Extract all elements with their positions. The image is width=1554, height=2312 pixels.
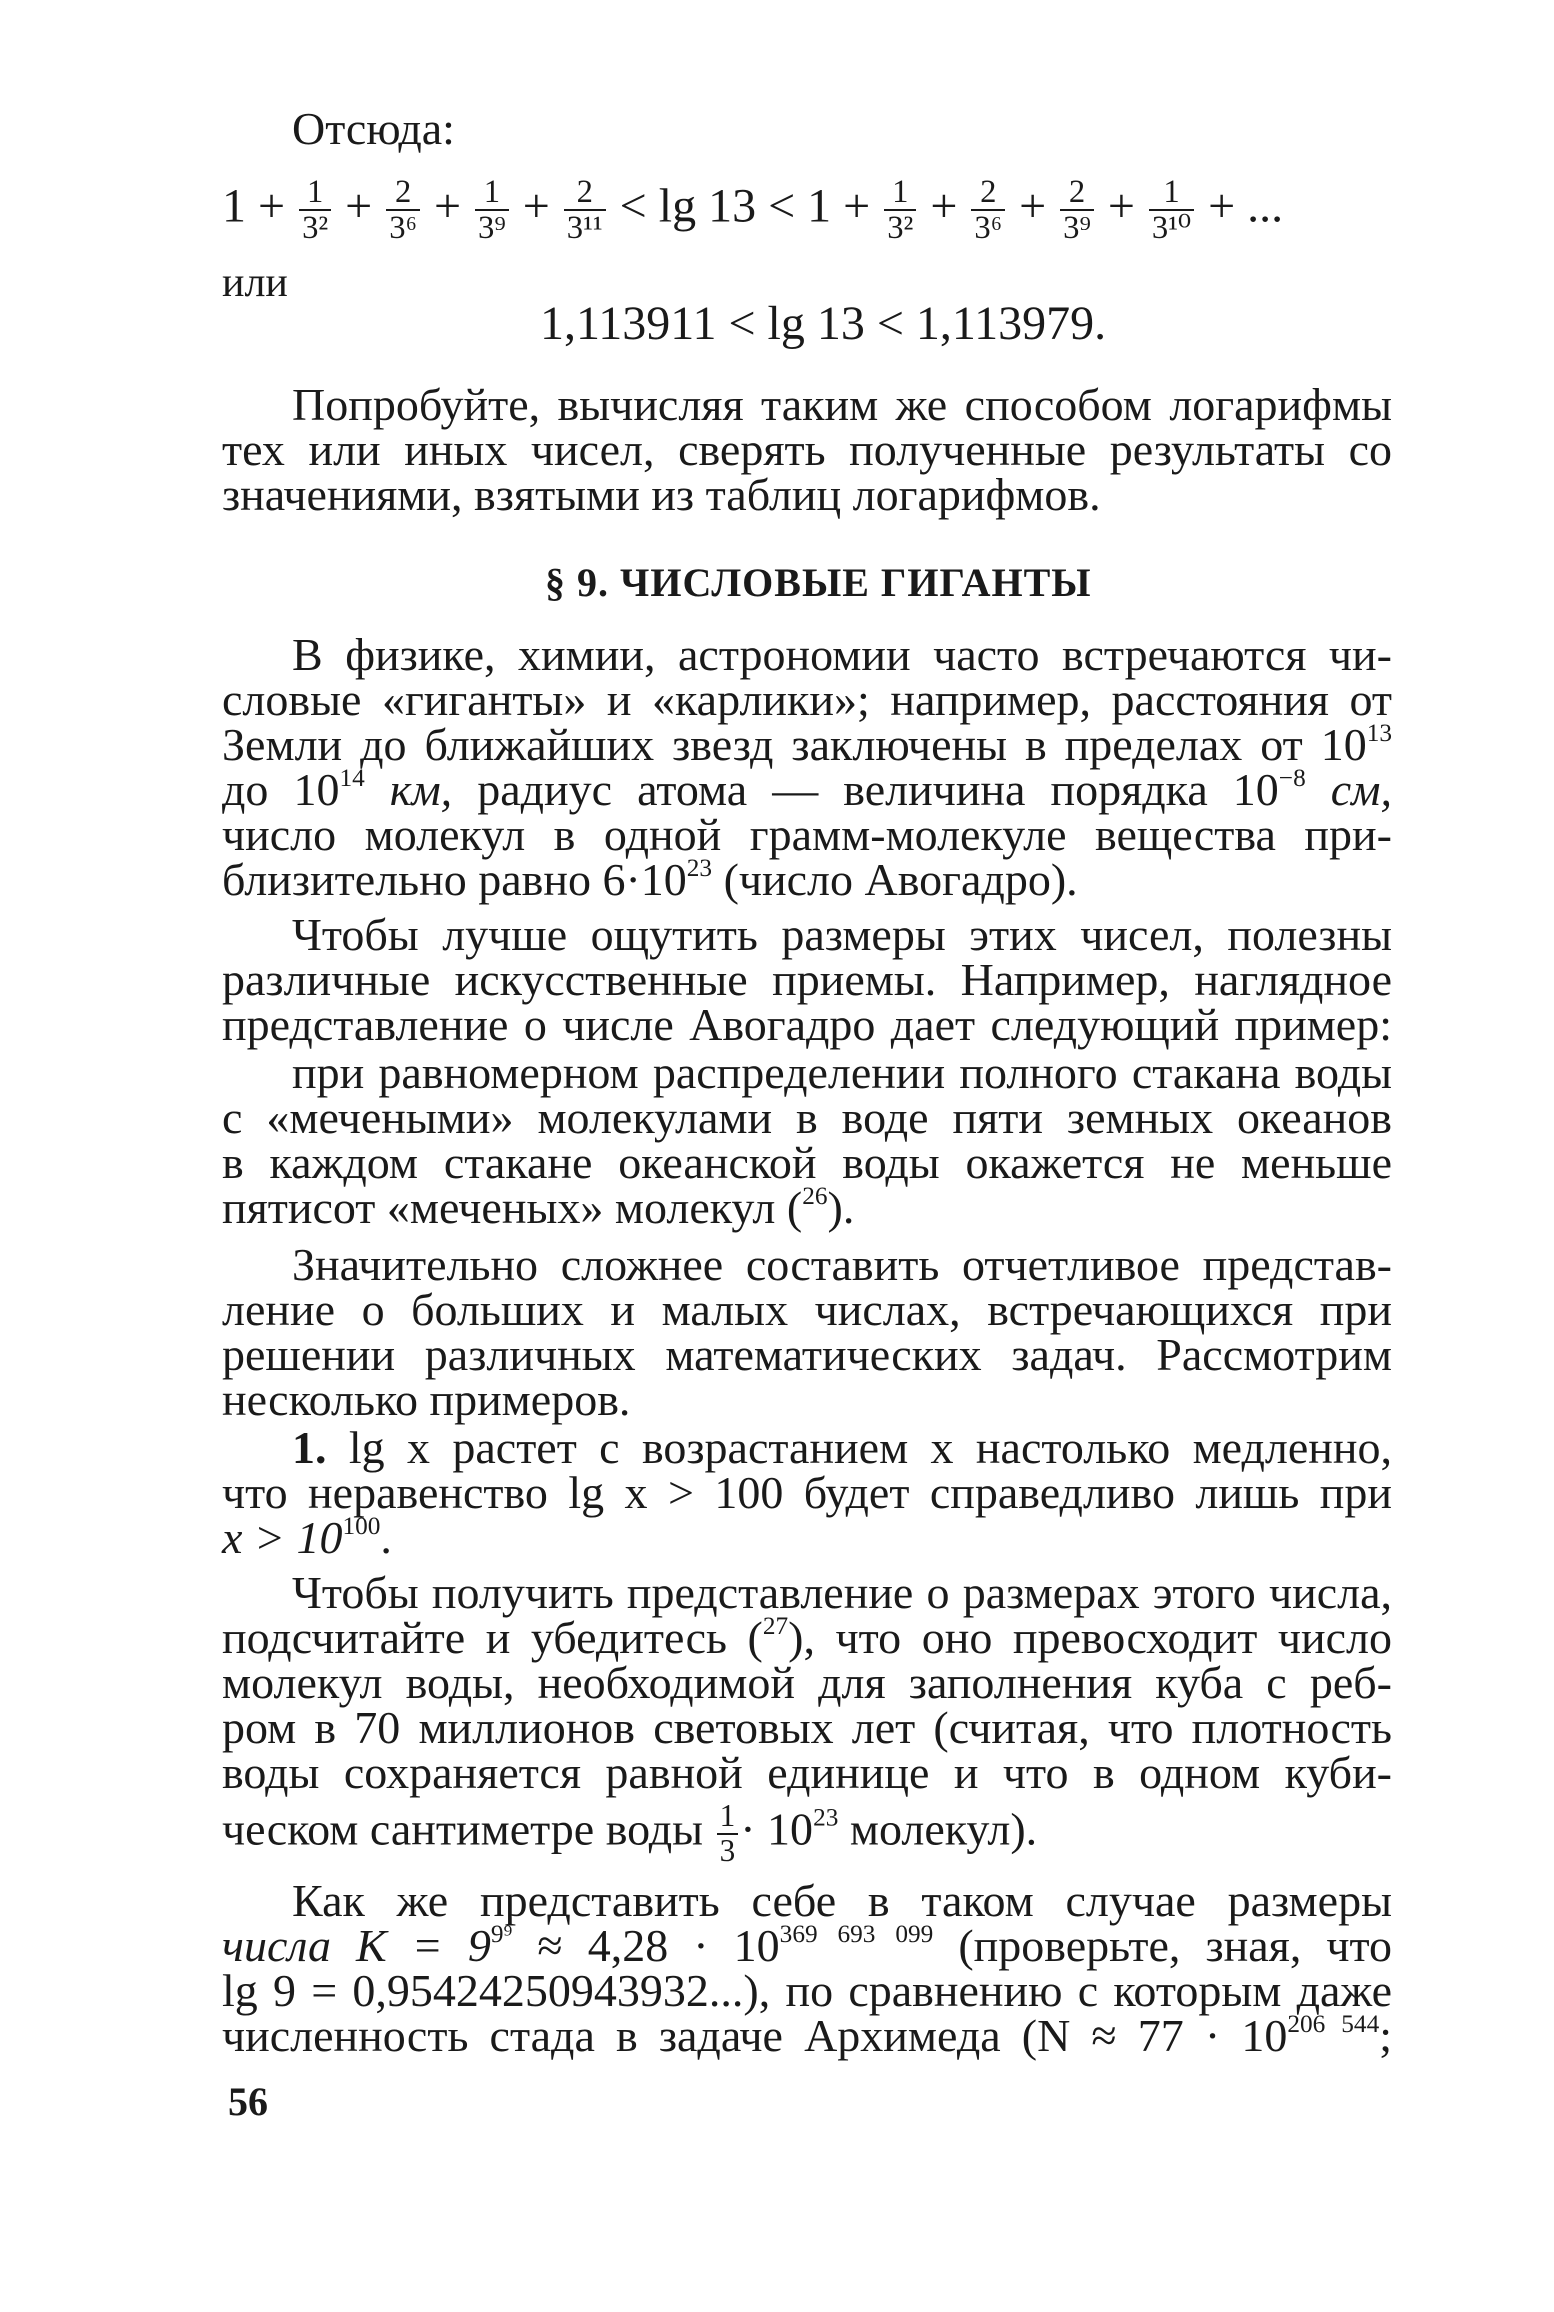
para4-line2: ление о больших и малых числах, встречающихся при xyxy=(222,1284,1392,1335)
para2-line6: близительно равно $6\cdot 10^{23}$ (число Авогадро). xyxy=(222,854,1078,905)
item1-line3: $x > 10^{100}$. xyxy=(222,1512,392,1563)
para1-line3: значениями, взятыми из таблиц логарифмов. xyxy=(222,469,1101,520)
para4-line1: Значительно сложнее составить отчетливое представ- xyxy=(292,1239,1392,1290)
ineq-one: 1 xyxy=(222,179,246,233)
para6-line2: числа $K = 9^{9^9} \approx 4,28 \cdot 10^{369 693 099}$ (проверьте, зная, что xyxy=(222,1920,1393,1971)
section-heading: § 9. ЧИСЛОВЫЕ ГИГАНТЫ xyxy=(545,560,1092,605)
para5-line3: молекул воды, необходимой для заполнения куба с реб- xyxy=(222,1657,1392,1708)
ineq-plus: + xyxy=(918,179,970,233)
para5-line1: Чтобы получить представление о размерах этого числа, xyxy=(292,1567,1392,1618)
para2-line3: Земли до ближайших звезд заключены в пределах от $10^{13}$ xyxy=(222,719,1392,770)
ineq-plus: + xyxy=(333,179,385,233)
ineq-plus: + xyxy=(421,179,474,233)
fraction-one-third: $\frac{1}{3}$ xyxy=(717,1800,739,1868)
para3-line2: различные искусственные приемы. Например, наглядное xyxy=(222,954,1392,1005)
item1-line2: что неравенство lg x > 100 будет справедливо лишь при xyxy=(222,1467,1392,1518)
para1-line1: Попробуйте, вычисляя таким же способом логарифмы xyxy=(292,379,1392,430)
ineq-one: 1 xyxy=(807,179,832,233)
ineq-right-fraction: $\frac{1}{\text{3¹⁰}}$ xyxy=(1149,175,1194,246)
para2-line2: словые «гиганты» и «карлики»; например, расстояния от xyxy=(222,674,1392,725)
ineq-plus: + xyxy=(1095,179,1147,233)
quote-line4: пятисот «меченых» молекул ($^{26}$). xyxy=(222,1182,855,1233)
ineq-plus: + xyxy=(831,179,883,233)
inequality-series xyxy=(222,175,1392,246)
quote-line3: в каждом стакане океанской воды окажется не меньше xyxy=(222,1137,1392,1188)
inequality-numeric: 1,113911 < lg 13 < 1,113979. xyxy=(540,297,1107,350)
para6-line3: lg 9 = 0,95424250943932...), по сравнению с которым даже xyxy=(222,1965,1392,2016)
para5-line4: ром в 70 миллионов световых лет (считая, что плотность xyxy=(222,1702,1392,1753)
ineq-plus: + xyxy=(510,179,562,233)
para6-line4: численность стада в задаче Архимеда ($N \approx 77 \cdot 10^{206 544}$; xyxy=(222,2010,1392,2061)
ineq-left-fraction: $\frac{2}{\text{3⁶}}$ xyxy=(386,175,420,246)
para1-line2: тех или иных чисел, сверять полученные результаты со xyxy=(222,424,1392,475)
ineq-left-fraction: $\frac{1}{\text{3²}}$ xyxy=(299,175,331,246)
quote-line1: при равномерном распределении полного стакана воды xyxy=(292,1047,1392,1098)
page-number: 56 xyxy=(228,2079,268,2124)
item1-line1: 1. lg x растет с возрастанием x настолько медленно, xyxy=(292,1422,1392,1473)
para2-line1: В физике, химии, астрономии часто встречаются чи- xyxy=(292,629,1392,680)
ineq-left-fraction: $\frac{2}{\text{3¹¹}}$ xyxy=(564,175,606,246)
or-word: или xyxy=(222,260,288,306)
para5-line2: подсчитайте и убедитесь ($^{27}$), что оно превосходит число xyxy=(222,1612,1392,1663)
para5-line6: ческом сантиметре воды $\frac{1}{3}$ · $10^{23}$ молекул). xyxy=(222,1798,1038,1868)
ineq-left-fraction: $\frac{1}{\text{3⁹}}$ xyxy=(475,175,509,246)
para3-line1: Чтобы лучше ощутить размеры этих чисел, полезны xyxy=(292,909,1392,960)
para4-line3: решении различных математических задач. Рассмотрим xyxy=(222,1329,1392,1380)
para2-line5: число молекул в одной грамм-молекуле вещества при- xyxy=(222,809,1392,860)
ineq-right-fraction: $\frac{1}{\text{3²}}$ xyxy=(884,175,916,246)
ineq-right-fraction: $\frac{2}{\text{3⁹}}$ xyxy=(1060,175,1094,246)
intro-word: Отсюда: xyxy=(292,103,455,154)
para4-line4: несколько примеров. xyxy=(222,1374,631,1425)
ineq-tail: + ... xyxy=(1196,179,1284,233)
para3-line3: представление о числе Авогадро дает следующий пример: xyxy=(222,999,1392,1050)
para6-line1: Как же представить себе в таком случае размеры xyxy=(292,1875,1392,1926)
ineq-plus: + xyxy=(246,179,298,233)
para5-line5: воды сохраняется равной единице и что в одном куби- xyxy=(222,1747,1392,1798)
quote-line2: с «мечеными» молекулами в воде пяти земных океанов xyxy=(222,1092,1392,1143)
ineq-middle: < lg 13 < xyxy=(607,179,808,233)
ineq-right-fraction: $\frac{2}{\text{3⁶}}$ xyxy=(971,175,1005,246)
para2-line4: до $10^{14}$ км, радиус атома — величина порядка $10^{-8}$ см, xyxy=(222,764,1393,815)
ineq-plus: + xyxy=(1007,179,1059,233)
